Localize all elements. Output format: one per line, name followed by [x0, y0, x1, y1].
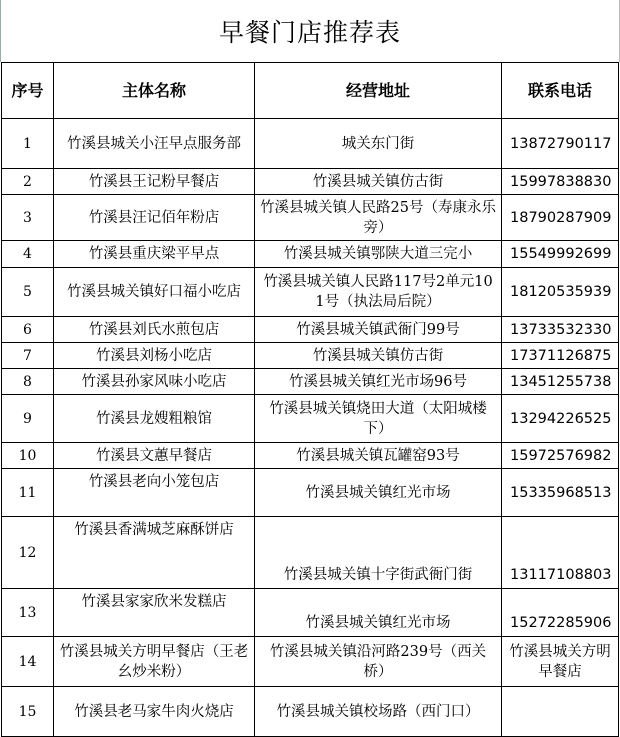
cell-name: 竹溪县王记粉早餐店	[54, 169, 255, 195]
cell-phone: 15272285906	[502, 589, 619, 637]
table-row	[2, 369, 619, 395]
cell-phone: 竹溪县城关方明早餐店	[502, 637, 619, 687]
cell-name: 竹溪县刘杨小吃店	[54, 343, 255, 369]
cell-seq: 3	[2, 195, 54, 241]
header-address: 经营地址	[255, 63, 502, 119]
cell-name: 竹溪县城关镇好口福小吃店	[54, 268, 255, 317]
cell-seq: 7	[2, 343, 54, 369]
cell-seq: 15	[2, 687, 54, 737]
cell-address: 竹溪县城关镇十字街武衙门街	[255, 517, 502, 589]
cell-phone: 15972576982	[502, 443, 619, 469]
cell-phone: 18790287909	[502, 195, 619, 241]
cell-address: 城关东门街	[255, 119, 502, 169]
table-row	[2, 268, 619, 317]
table-row	[2, 589, 619, 637]
cell-name: 竹溪县城关小汪早点服务部	[54, 119, 255, 169]
cell-seq: 4	[2, 241, 54, 268]
cell-address: 竹溪县城关镇红光市场	[255, 469, 502, 517]
table-row	[2, 443, 619, 469]
header-phone: 联系电话	[502, 63, 619, 119]
cell-phone: 18120535939	[502, 268, 619, 317]
cell-name: 竹溪县孙家风味小吃店	[54, 369, 255, 395]
cell-phone: 13872790117	[502, 119, 619, 169]
cell-seq: 6	[2, 317, 54, 343]
cell-phone: 13294226525	[502, 395, 619, 443]
cell-address: 竹溪县城关镇仿古街	[255, 169, 502, 195]
cell-address: 竹溪县城关镇鄂陕大道三完小	[255, 241, 502, 268]
cell-seq: 11	[2, 469, 54, 517]
table-row	[2, 343, 619, 369]
page-title: 早餐门店推荐表	[0, 0, 620, 62]
cell-name: 竹溪县家家欣米发糕店	[54, 589, 255, 637]
table-row	[2, 317, 619, 343]
cell-seq: 10	[2, 443, 54, 469]
cell-seq: 2	[2, 169, 54, 195]
table-row	[2, 395, 619, 443]
cell-phone: 15549992699	[502, 241, 619, 268]
table-row	[2, 241, 619, 268]
cell-seq: 13	[2, 589, 54, 637]
cell-address: 竹溪县城关镇红光市场96号	[255, 369, 502, 395]
table-row	[2, 687, 619, 737]
cell-address: 竹溪县城关镇人民路25号（寿康永乐旁）	[255, 195, 502, 241]
cell-seq: 14	[2, 637, 54, 687]
cell-name: 竹溪县文蕙早餐店	[54, 443, 255, 469]
cell-address: 竹溪县城关镇校场路（西门口）	[255, 687, 502, 737]
table-row	[2, 119, 619, 169]
cell-phone: 13733532330	[502, 317, 619, 343]
cell-name: 竹溪县龙嫂粗粮馆	[54, 395, 255, 443]
table-row	[2, 469, 619, 517]
table-row	[2, 195, 619, 241]
cell-address: 竹溪县城关镇烧田大道（太阳城楼下）	[255, 395, 502, 443]
header-name: 主体名称	[54, 63, 255, 119]
header-seq: 序号	[2, 63, 54, 119]
table-row	[2, 637, 619, 687]
cell-name: 竹溪县老马家牛肉火烧店	[54, 687, 255, 737]
cell-phone: 13117108803	[502, 517, 619, 589]
cell-phone: 13451255738	[502, 369, 619, 395]
table-row	[2, 169, 619, 195]
cell-seq: 9	[2, 395, 54, 443]
store-table	[1, 62, 619, 737]
cell-seq: 5	[2, 268, 54, 317]
cell-seq: 12	[2, 517, 54, 589]
cell-address: 竹溪县城关镇仿古街	[255, 343, 502, 369]
cell-phone: 15335968513	[502, 469, 619, 517]
table-row	[2, 517, 619, 589]
cell-seq: 8	[2, 369, 54, 395]
cell-phone: 17371126875	[502, 343, 619, 369]
cell-name: 竹溪县香满城芝麻酥饼店	[54, 517, 255, 589]
cell-name: 竹溪县老向小笼包店	[54, 469, 255, 517]
cell-phone	[502, 687, 619, 737]
cell-name: 竹溪县城关方明早餐店（王老幺炒米粉）	[54, 637, 255, 687]
table-header-row	[2, 63, 619, 119]
cell-address: 竹溪县城关镇武衙门99号	[255, 317, 502, 343]
cell-name: 竹溪县刘氏水煎包店	[54, 317, 255, 343]
cell-address: 竹溪县城关镇红光市场	[255, 589, 502, 637]
cell-address: 竹溪县城关镇人民路117号2单元101号（执法局后院）	[255, 268, 502, 317]
cell-name: 竹溪县重庆梁平早点	[54, 241, 255, 268]
cell-seq: 1	[2, 119, 54, 169]
cell-name: 竹溪县汪记佰年粉店	[54, 195, 255, 241]
cell-address: 竹溪县城关镇沿河路239号（西关桥）	[255, 637, 502, 687]
cell-address: 竹溪县城关镇瓦罐窑93号	[255, 443, 502, 469]
cell-phone: 15997838830	[502, 169, 619, 195]
